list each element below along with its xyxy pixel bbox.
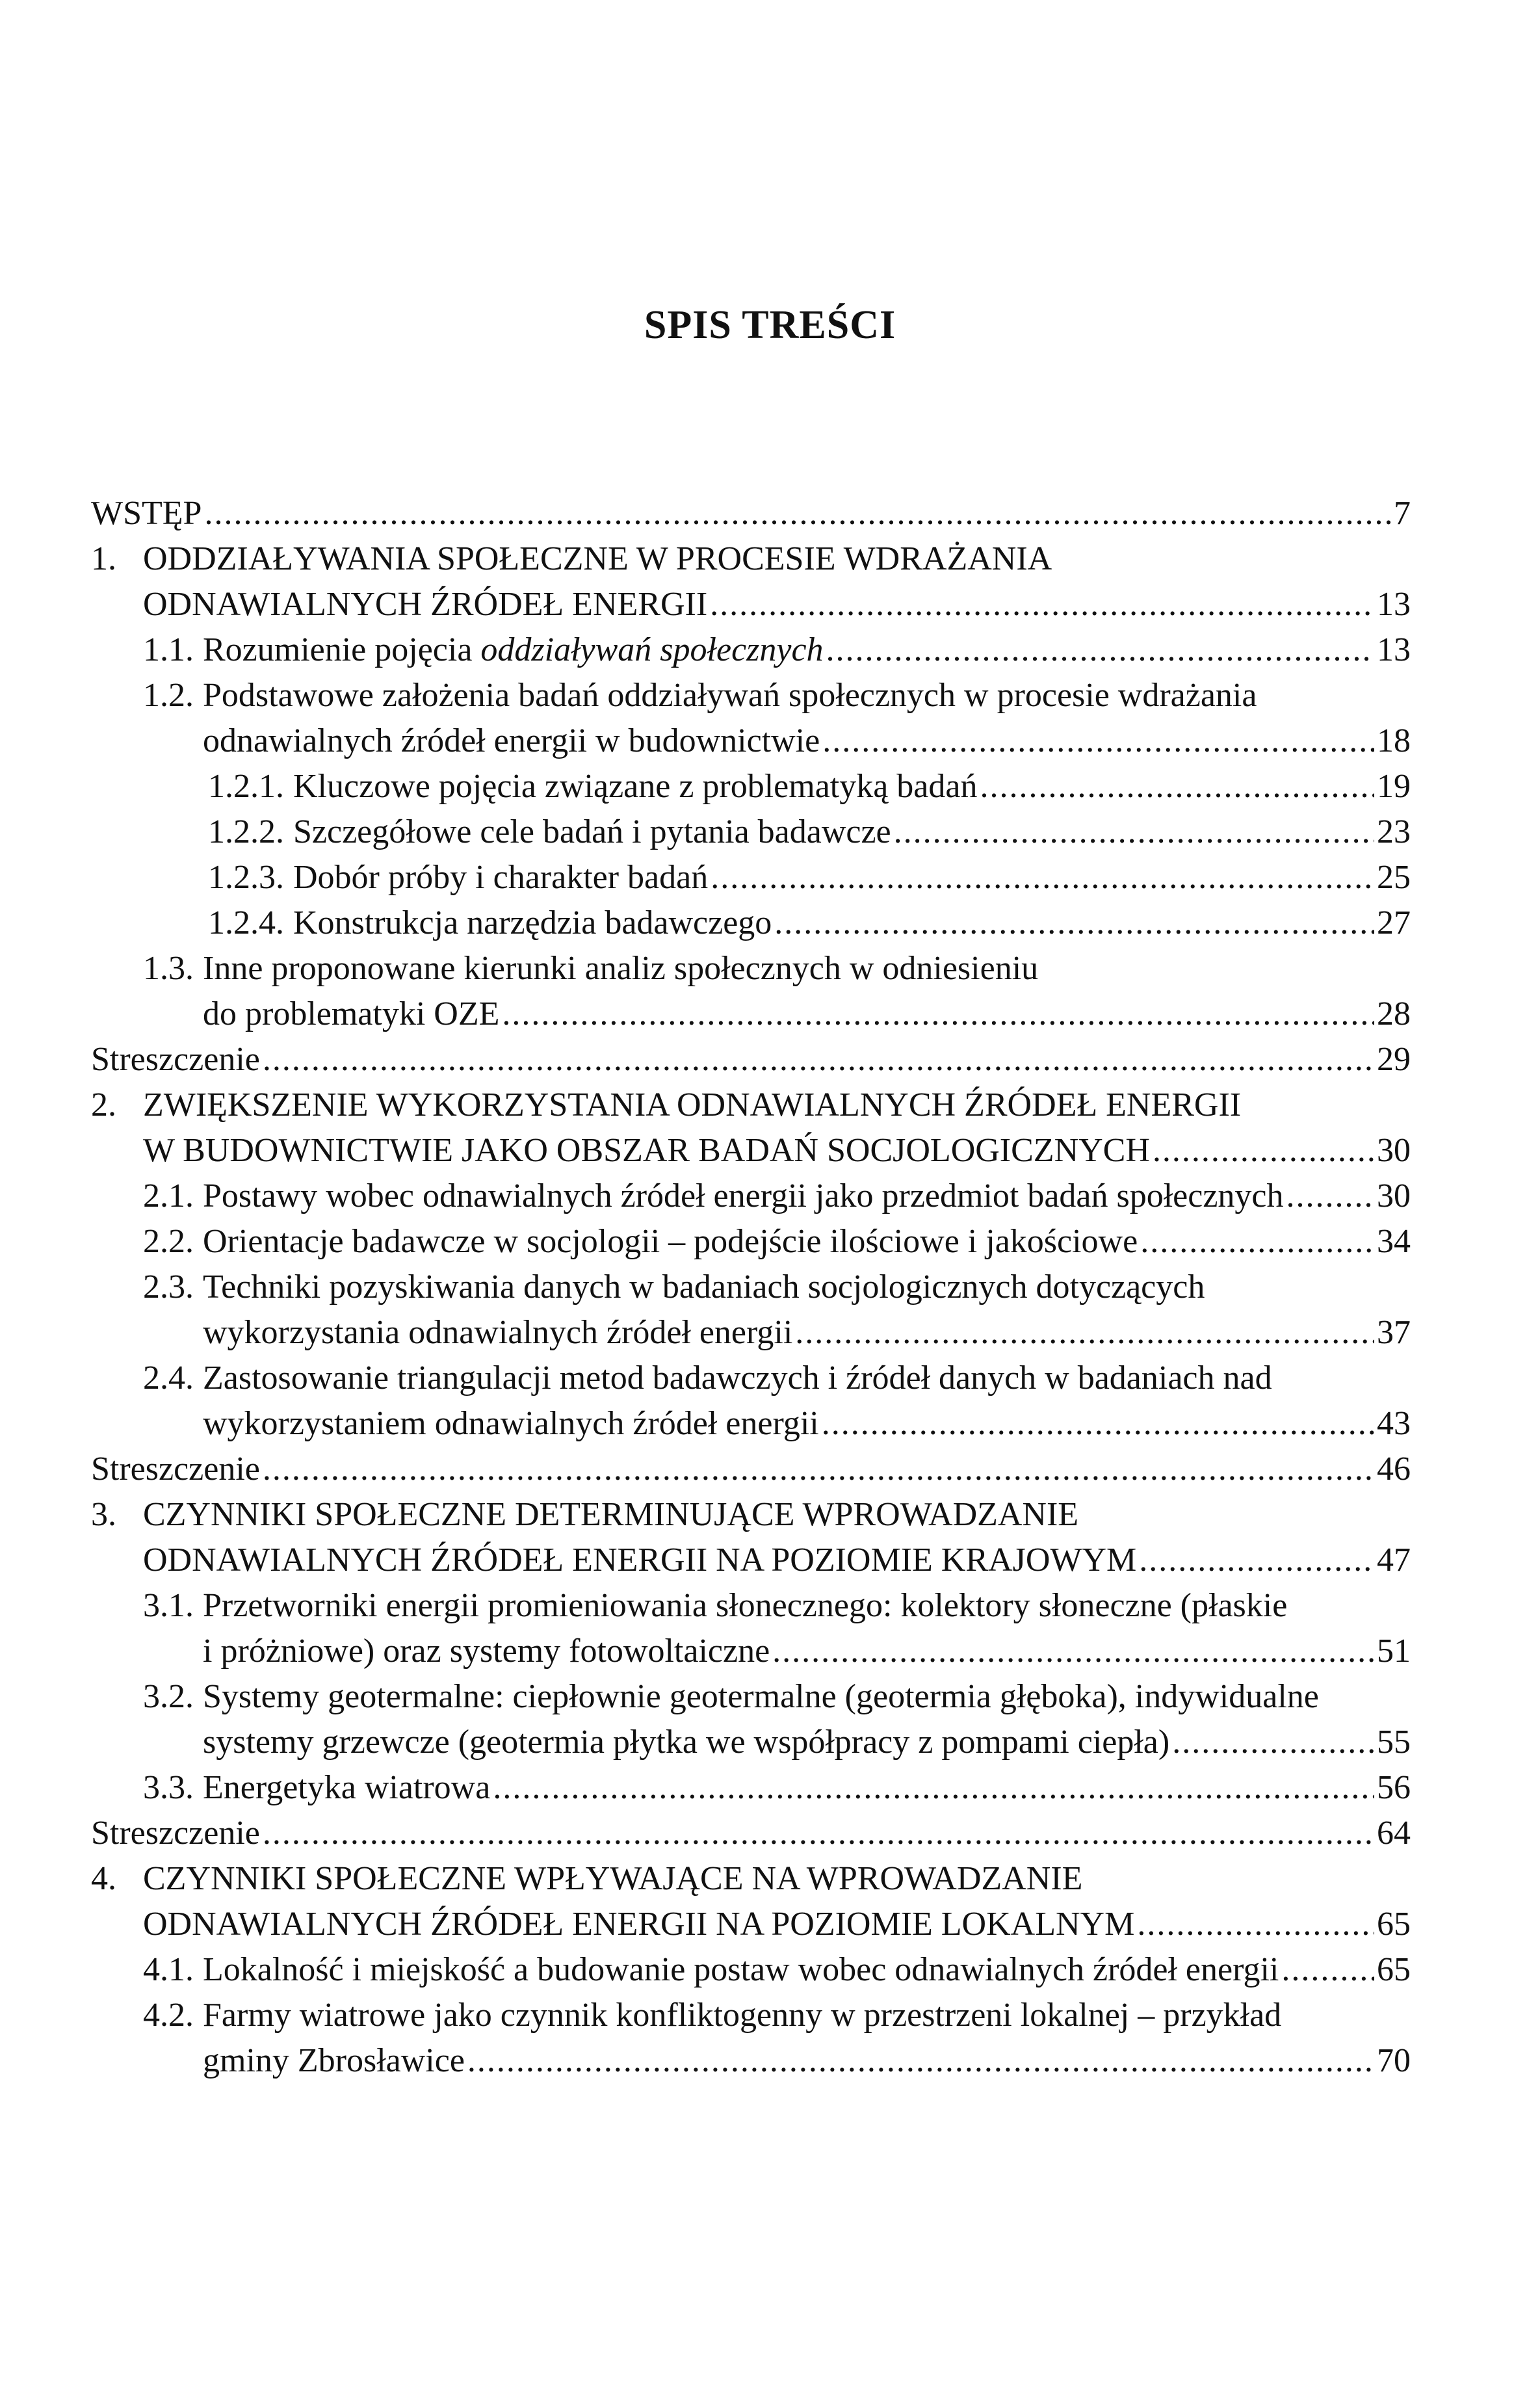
toc-entry-subsection-1-2-4[interactable] [91, 900, 1411, 946]
toc-entry-title: Kluczowe pojęcia związane z problematyką badań [293, 768, 978, 805]
toc-entry-title: do problematyki OZE [203, 995, 500, 1032]
toc-entry-subsection-1-2-2[interactable] [91, 809, 1411, 855]
table-of-contents [91, 491, 1411, 2084]
toc-page-number: 13 [1377, 631, 1411, 668]
toc-entry-intro[interactable] [91, 491, 1411, 536]
toc-entry-chapter-3[interactable] [91, 1492, 1411, 1583]
toc-entry-title: odnawialnych źródeł energii w budownictwie [203, 722, 820, 759]
toc-entry-number: 2.1. [143, 1177, 194, 1214]
dot-leader [1139, 1538, 1374, 1583]
toc-entry-number: 2.2. [143, 1223, 194, 1260]
dot-leader [795, 1310, 1374, 1356]
toc-page-number: 43 [1377, 1405, 1411, 1442]
toc-entry-number: 3. [91, 1496, 116, 1533]
dot-leader [774, 900, 1374, 946]
toc-entry-number: 1.2. [143, 677, 194, 714]
toc-entry-number: 1. [91, 540, 116, 577]
toc-entry-title-line: Zastosowanie triangulacji metod badawczych i źródeł danych w badaniach nad [203, 1359, 1272, 1397]
toc-entry-title: ODNAWIALNYCH ŹRÓDEŁ ENERGII NA POZIOMIE LOKALNYM [143, 1906, 1135, 1943]
toc-page-number: 34 [1377, 1223, 1411, 1260]
toc-entry-summary-2[interactable] [91, 1447, 1411, 1492]
toc-entry-section-4-1[interactable] [91, 1947, 1411, 1993]
toc-entry-summary-1[interactable] [91, 1037, 1411, 1082]
dot-leader [502, 991, 1374, 1037]
dot-leader [822, 718, 1374, 764]
toc-page-number: 30 [1377, 1132, 1411, 1169]
toc-page-number: 65 [1377, 1906, 1411, 1943]
toc-page-number: 7 [1394, 495, 1411, 532]
toc-entry-section-2-3[interactable] [91, 1265, 1411, 1356]
toc-entry-title: Lokalność i miejskość a budowanie postaw wobec odnawialnych źródeł energii [203, 1951, 1279, 1988]
dot-leader [263, 1037, 1374, 1082]
toc-entry-title-line: Przetworniki energii promieniowania słonecznego: kolektory słoneczne (płaskie [203, 1587, 1288, 1624]
dot-leader [1172, 1720, 1374, 1765]
toc-entry-title: Dobór próby i charakter badań [293, 859, 709, 896]
toc-page-number: 27 [1377, 904, 1411, 941]
toc-entry-title: Postawy wobec odnawialnych źródeł energii jako przedmiot badań społecznych [203, 1177, 1284, 1214]
toc-entry-title: W BUDOWNICTWIE JAKO OBSZAR BADAŃ SOCJOLOGICZNYCH [143, 1132, 1150, 1169]
toc-entry-number: 3.3. [143, 1769, 194, 1806]
toc-entry-title-line: Farmy wiatrowe jako czynnik konfliktogenny w przestrzeni lokalnej – przykład [203, 1997, 1282, 2034]
toc-entry-section-3-3[interactable] [91, 1765, 1411, 1811]
toc-page-number: 65 [1377, 1951, 1411, 1988]
toc-entry-title-line: Systemy geotermalne: ciepłownie geotermalne (geotermia głęboka), indywidualne [203, 1678, 1319, 1715]
toc-entry-title: wykorzystania odnawialnych źródeł energii [203, 1314, 793, 1351]
toc-entry-title: Konstrukcja narzędzia badawczego [293, 904, 772, 941]
toc-entry-number: 1.2.4. [208, 904, 284, 941]
toc-entry-section-3-2[interactable] [91, 1674, 1411, 1765]
toc-page-number: 51 [1377, 1633, 1411, 1670]
toc-page-number: 64 [1377, 1815, 1411, 1852]
dot-leader [493, 1765, 1374, 1811]
toc-entry-title-line: ZWIĘKSZENIE WYKORZYSTANIA ODNAWIALNYCH ŹRÓDEŁ ENERGII [143, 1086, 1242, 1123]
dot-leader [980, 764, 1374, 809]
toc-page-number: 70 [1377, 2042, 1411, 2079]
toc-entry-title: Energetyka wiatrowa [203, 1769, 491, 1806]
toc-entry-title-line: Inne proponowane kierunki analiz społecznych w odniesieniu [203, 950, 1039, 987]
dot-leader [1140, 1219, 1374, 1265]
toc-entry-subsection-1-2-1[interactable] [91, 764, 1411, 809]
toc-page-number: 28 [1377, 995, 1411, 1032]
toc-page-number: 18 [1377, 722, 1411, 759]
toc-entry-number: 1.2.3. [208, 859, 284, 896]
toc-entry-title-line: Techniki pozyskiwania danych w badaniach socjologicznych dotyczących [203, 1268, 1205, 1306]
toc-entry-section-2-1[interactable] [91, 1174, 1411, 1219]
toc-entry-title: ODNAWIALNYCH ŹRÓDEŁ ENERGII NA POZIOMIE KRAJOWYM [143, 1542, 1137, 1579]
toc-entry-number: 1.2.2. [208, 813, 284, 850]
toc-entry-title-line: ODDZIAŁYWANIA SPOŁECZNE W PROCESIE WDRAŻANIA [143, 540, 1052, 577]
dot-leader [467, 2038, 1374, 2084]
toc-entry-number: 4.1. [143, 1951, 194, 1988]
dot-leader [710, 582, 1374, 627]
toc-entry-section-2-4[interactable] [91, 1356, 1411, 1447]
toc-entry-subsection-1-2-3[interactable] [91, 855, 1411, 900]
dot-leader [263, 1811, 1374, 1856]
toc-entry-title-line: CZYNNIKI SPOŁECZNE WPŁYWAJĄCE NA WPROWADZANIE [143, 1860, 1083, 1897]
toc-entry-title: gminy Zbrosławice [203, 2042, 465, 2079]
toc-entry-number: 1.1. [143, 631, 194, 668]
toc-entry-title-plain: Rozumienie pojęcia [203, 631, 481, 668]
toc-entry-title: ODNAWIALNYCH ŹRÓDEŁ ENERGII [143, 586, 708, 623]
toc-page-number: 55 [1377, 1724, 1411, 1761]
toc-page-number: 47 [1377, 1542, 1411, 1579]
dot-leader [1281, 1947, 1374, 1993]
toc-page-number: 19 [1377, 768, 1411, 805]
toc-entry-title: wykorzystaniem odnawialnych źródeł energii [203, 1405, 819, 1442]
toc-entry-section-1-2[interactable] [91, 673, 1411, 764]
toc-entry-section-1-1[interactable] [91, 627, 1411, 673]
toc-entry-number: 1.2.1. [208, 768, 284, 805]
dot-leader [772, 1629, 1374, 1674]
toc-entry-chapter-4[interactable] [91, 1856, 1411, 1947]
toc-entry-title: i próżniowe) oraz systemy fotowoltaiczne [203, 1633, 770, 1670]
toc-entry-summary-3[interactable] [91, 1811, 1411, 1856]
dot-leader [204, 491, 1391, 536]
toc-page-number: 13 [1377, 586, 1411, 623]
toc-entry-title-line: Podstawowe założenia badań oddziaływań społecznych w procesie wdrażania [203, 677, 1257, 714]
toc-entry-chapter-1[interactable] [91, 536, 1411, 627]
toc-page-number: 29 [1377, 1041, 1411, 1078]
toc-entry-section-4-2[interactable] [91, 1993, 1411, 2084]
toc-entry-number: 2.4. [143, 1359, 194, 1397]
toc-entry-section-2-2[interactable] [91, 1219, 1411, 1265]
toc-entry-title-italic: oddziaływań społecznych [480, 631, 824, 668]
toc-page-number: 37 [1377, 1314, 1411, 1351]
toc-page-number: 46 [1377, 1450, 1411, 1488]
toc-entry-title-line: CZYNNIKI SPOŁECZNE DETERMINUJĄCE WPROWADZANIE [143, 1496, 1079, 1533]
toc-entry-number: 3.1. [143, 1587, 194, 1624]
toc-entry-section-3-1[interactable] [91, 1583, 1411, 1674]
page-title: SPIS TREŚCI [644, 303, 896, 347]
dot-leader [1153, 1128, 1374, 1174]
toc-page-number: 56 [1377, 1769, 1411, 1806]
toc-entry-number: 1.3. [143, 950, 194, 987]
toc-page-number: 25 [1377, 859, 1411, 896]
dot-leader [894, 809, 1374, 855]
toc-entry-number: 2.3. [143, 1268, 194, 1306]
dot-leader [711, 855, 1374, 900]
toc-page-number: 23 [1377, 813, 1411, 850]
toc-entry-title: Streszczenie [91, 1041, 260, 1078]
toc-entry-number: 3.2. [143, 1678, 194, 1715]
dot-leader [822, 1401, 1374, 1447]
dot-leader [1286, 1174, 1374, 1219]
toc-entry-number: 4. [91, 1860, 116, 1897]
toc-entry-title [203, 627, 824, 673]
toc-entry-number: 2. [91, 1086, 116, 1123]
toc-entry-title: Streszczenie [91, 1450, 260, 1488]
toc-entry-title: Szczegółowe cele badań i pytania badawcze [293, 813, 891, 850]
dot-leader [826, 627, 1374, 673]
dot-leader [263, 1447, 1374, 1492]
toc-entry-title: WSTĘP [91, 495, 202, 532]
toc-entry-section-1-3[interactable] [91, 946, 1411, 1037]
toc-entry-number: 4.2. [143, 1997, 194, 2034]
toc-page-number: 30 [1377, 1177, 1411, 1214]
toc-entry-chapter-2[interactable] [91, 1082, 1411, 1174]
toc-entry-title: Streszczenie [91, 1815, 260, 1852]
dot-leader [1137, 1902, 1374, 1947]
toc-entry-title: Orientacje badawcze w socjologii – podejście ilościowe i jakościowe [203, 1223, 1138, 1260]
toc-entry-title: systemy grzewcze (geotermia płytka we współpracy z pompami ciepła) [203, 1724, 1170, 1761]
